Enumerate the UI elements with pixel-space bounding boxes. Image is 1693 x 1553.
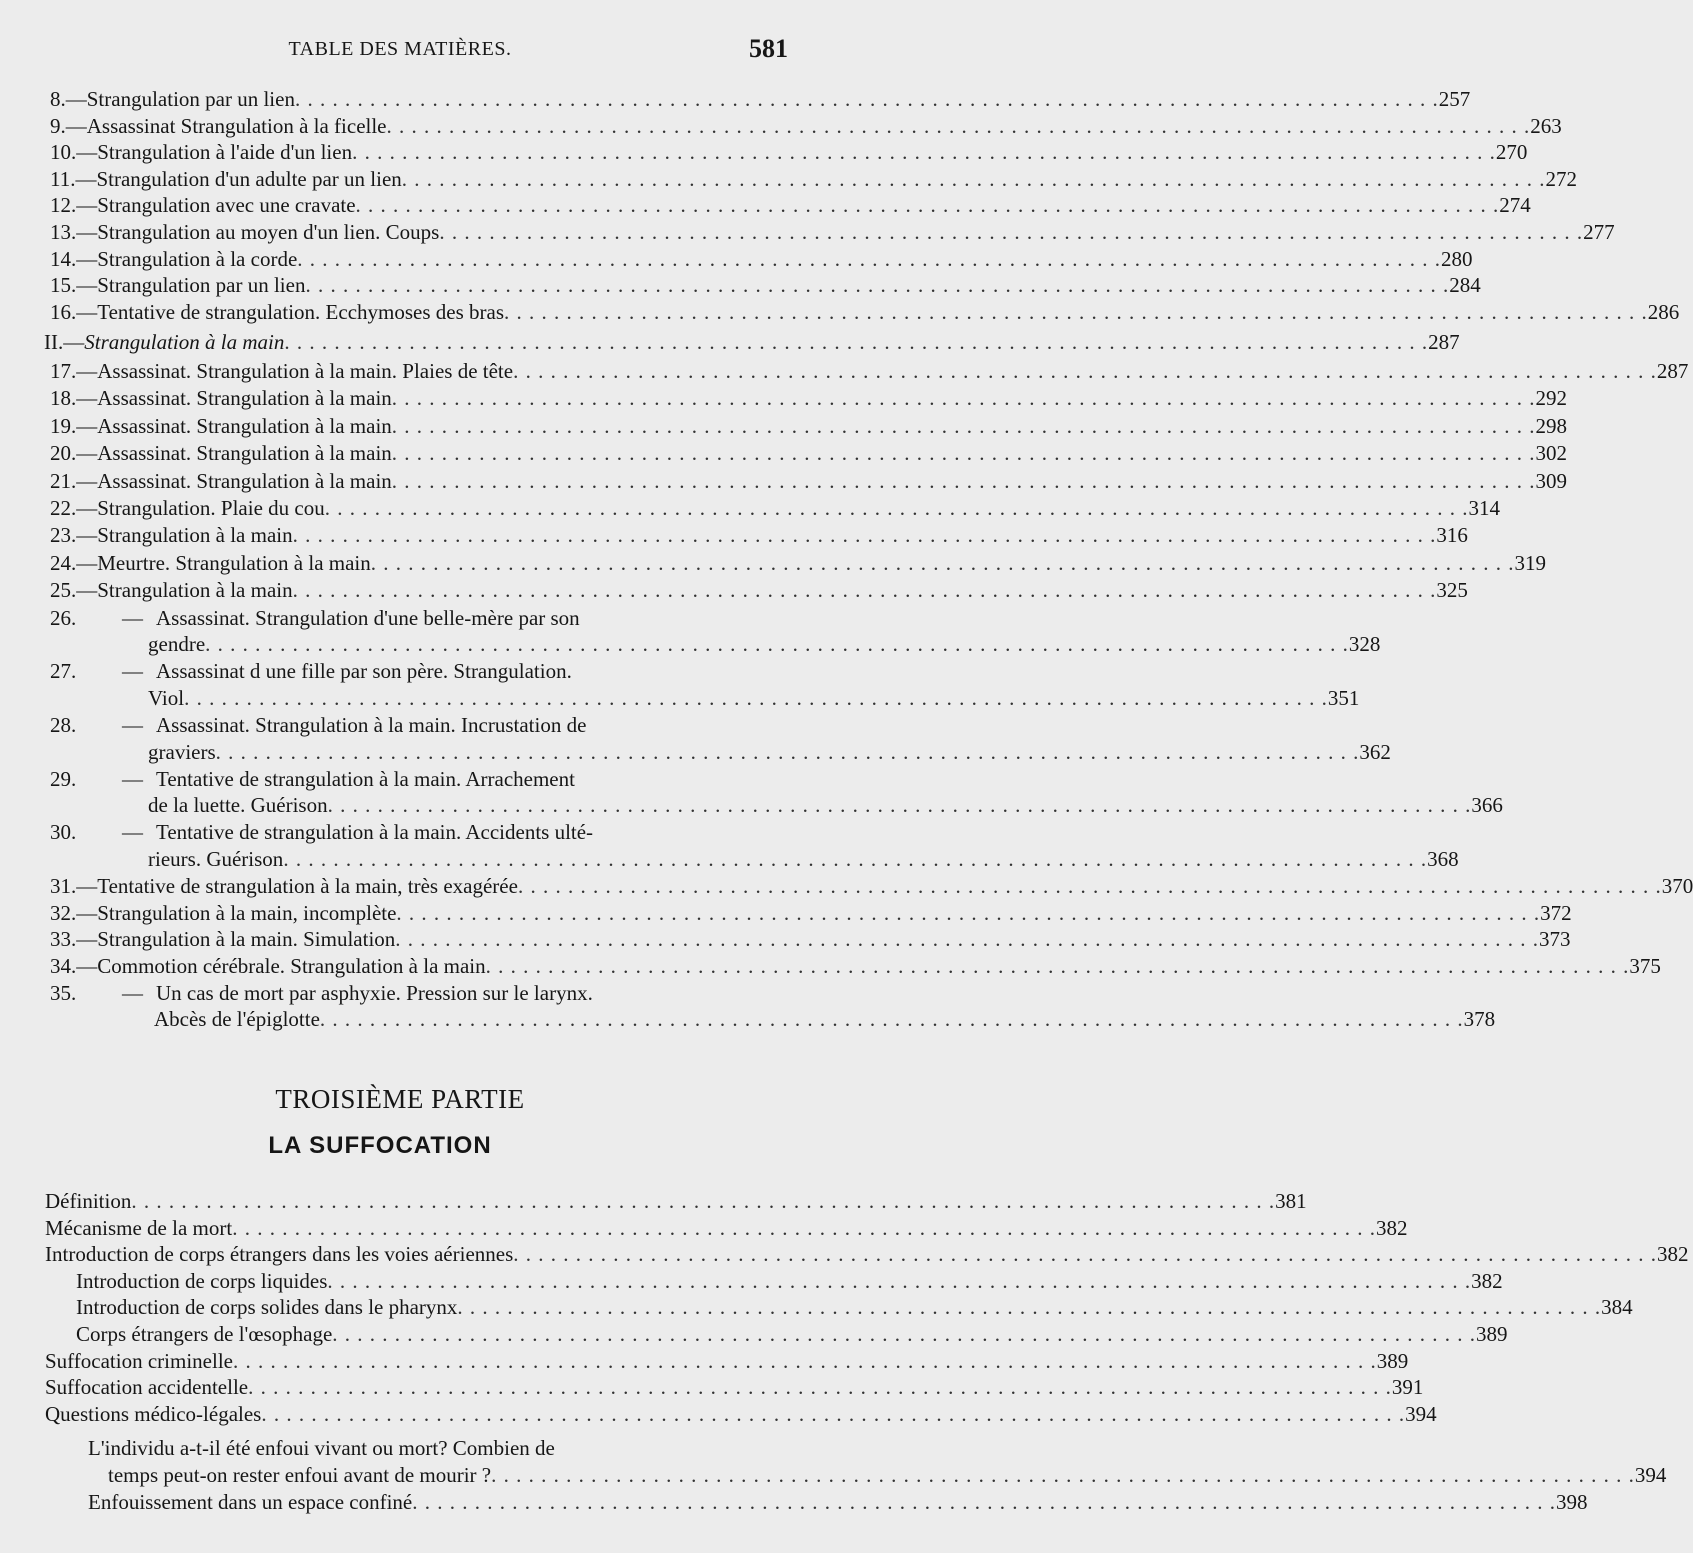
- toc-entry: [50, 358, 1689, 384]
- dot-leader: [293, 577, 1437, 603]
- dot-leader: [457, 1294, 1601, 1320]
- entry-page: 394: [1405, 1401, 1437, 1426]
- entry-number: 26.: [50, 605, 77, 630]
- entry-number: 18.: [50, 386, 77, 411]
- entry-title: Tentative de strangulation à la main, très exagérée: [97, 874, 518, 899]
- entry-title: Introduction de corps solides dans le pharynx: [76, 1295, 458, 1320]
- entry-title: temps peut-on rester enfoui avant de mourir ?: [108, 1463, 492, 1487]
- entry-page: 351: [1327, 685, 1360, 710]
- entry-number: 20.: [50, 441, 77, 466]
- dot-leader: [513, 358, 1657, 384]
- dot-leader: [486, 953, 1630, 979]
- dot-leader: [513, 1241, 1657, 1267]
- entry-number: 19.: [50, 413, 77, 438]
- toc-entry: [88, 1489, 1588, 1515]
- entry-title: Assassinat Strangulation à la ficelle: [86, 113, 387, 138]
- entry-page: 370: [1661, 874, 1693, 899]
- dot-leader: [439, 219, 1583, 245]
- toc-entry: [50, 900, 1572, 926]
- entry-number: 10.: [50, 140, 77, 165]
- entry-title: Strangulation avec une cravate: [97, 193, 356, 218]
- toc-entry: [50, 299, 1680, 325]
- toc-entry: [50, 495, 1500, 521]
- entry-dash: —: [76, 273, 98, 298]
- entry-title: Questions médico-légales: [45, 1401, 262, 1426]
- entry-title: Tentative de strangulation à la main. Arrachement: [156, 766, 575, 791]
- entry-number: 21.: [50, 468, 77, 493]
- entry-page: 302: [1535, 441, 1568, 466]
- dot-leader: [412, 1489, 1556, 1515]
- entry-dash: —: [75, 166, 97, 191]
- toc-entry: [154, 1006, 1496, 1032]
- entry-dash: —: [76, 386, 98, 411]
- entry-dash: —: [122, 766, 143, 791]
- entry-page: 382: [1657, 1242, 1689, 1267]
- toc-entry: [50, 468, 1568, 494]
- dot-leader: [395, 926, 1539, 952]
- dot-leader: [205, 631, 1349, 657]
- toc-entry: [50, 139, 1528, 165]
- entry-title: Un cas de mort par asphyxie. Pression sur le larynx.: [156, 980, 593, 1005]
- toc-entry: [148, 792, 1503, 818]
- entry-number: 11.: [50, 166, 76, 191]
- entry-page: 373: [1539, 927, 1571, 952]
- entry-page: 263: [1530, 113, 1562, 138]
- entry-page: 394: [1634, 1463, 1667, 1487]
- dot-leader: [284, 329, 1428, 355]
- dot-leader: [504, 299, 1648, 325]
- entry-number: 28.: [50, 713, 77, 737]
- dot-leader: [392, 385, 1536, 411]
- dot-leader: [327, 1268, 1471, 1294]
- entry-dash: —: [122, 659, 143, 684]
- toc-entry: [50, 272, 1481, 298]
- entry-title: Corps étrangers de l'œsophage: [76, 1322, 333, 1346]
- entry-number: 14.: [50, 246, 77, 271]
- toc-entry: [50, 246, 1473, 272]
- entry-number: 12.: [50, 193, 77, 218]
- dot-leader: [352, 139, 1496, 165]
- entry-title: Assassinat. Strangulation à la main: [97, 413, 392, 438]
- entry-title: Commotion cérébrale. Strangulation à la main: [97, 953, 486, 978]
- toc-entry: [50, 440, 1568, 466]
- entry-number: 25.: [50, 578, 77, 603]
- entry-page: 309: [1535, 468, 1568, 493]
- part-subtitle: LA SUFFOCATION: [268, 1132, 492, 1159]
- dot-leader: [371, 550, 1515, 576]
- entry-title: Suffocation criminelle: [45, 1348, 233, 1373]
- entry-number: 34.: [50, 953, 77, 978]
- entry-dash: —: [122, 980, 143, 1005]
- entry-page: 277: [1583, 220, 1615, 244]
- dot-leader: [293, 522, 1437, 548]
- dot-leader: [491, 1462, 1635, 1488]
- dot-leader: [131, 1188, 1275, 1214]
- dot-leader: [387, 113, 1531, 139]
- toc-entry: [50, 926, 1571, 952]
- entry-number: 27.: [50, 659, 77, 684]
- entry-page: 398: [1555, 1489, 1588, 1514]
- entry-dash: —: [76, 220, 98, 244]
- entry-page: 378: [1463, 1007, 1496, 1032]
- entry-page: 328: [1348, 632, 1381, 657]
- entry-title: Strangulation à la main: [97, 578, 293, 603]
- toc-entry: [76, 1268, 1503, 1294]
- toc-entry: [50, 712, 755, 738]
- dot-leader: [356, 192, 1500, 218]
- entry-title: gendre: [148, 632, 206, 657]
- entry-title: Strangulation d'un adulte par un lien: [96, 166, 402, 191]
- entry-title: Mécanisme de la mort: [45, 1215, 233, 1240]
- toc-entry: [88, 1435, 755, 1461]
- entry-page: 384: [1601, 1295, 1633, 1320]
- toc-entry: [50, 605, 755, 631]
- entry-page: 287: [1656, 359, 1689, 383]
- entry-dash: —: [63, 330, 85, 355]
- entry-page: 375: [1629, 953, 1661, 978]
- entry-title: Assassinat. Strangulation à la main. Plaies de tête: [97, 359, 514, 383]
- toc-entry: [50, 953, 1661, 979]
- dot-leader: [297, 246, 1441, 272]
- entry-number: 23.: [50, 523, 77, 548]
- toc-entry: [50, 550, 1547, 576]
- toc-entry: [50, 577, 1468, 603]
- entry-number: 29.: [50, 766, 77, 791]
- entry-number: II.: [44, 330, 64, 355]
- entry-title: Assassinat. Strangulation à la main: [97, 441, 392, 466]
- toc-entry: [44, 329, 1460, 355]
- entry-page: 316: [1436, 523, 1468, 548]
- toc-entry: [50, 766, 755, 792]
- entry-title: Assassinat. Strangulation d'une belle-mère par son: [156, 605, 580, 630]
- entry-number: 33.: [50, 927, 77, 952]
- entry-dash: —: [76, 359, 98, 383]
- entry-title: Assassinat d une fille par son père. Strangulation.: [156, 659, 572, 684]
- entry-title: Assassinat. Strangulation à la main: [97, 468, 392, 493]
- entry-page: 382: [1471, 1268, 1503, 1293]
- entry-title: Strangulation. Plaie du cou: [97, 496, 325, 520]
- entry-title: Strangulation à la main. Simulation: [97, 927, 396, 952]
- entry-title: Suffocation accidentelle: [45, 1375, 249, 1400]
- entry-number: 24.: [50, 550, 77, 575]
- entry-number: 13.: [50, 220, 77, 244]
- toc-entry: [50, 86, 1471, 112]
- toc-entry: [45, 1215, 1408, 1241]
- entry-title: Strangulation à la main: [84, 330, 285, 355]
- page-number: 581: [749, 34, 788, 63]
- entry-number: 30.: [50, 820, 77, 845]
- toc-entry: [50, 113, 1562, 139]
- entry-title: Abcès de l'épiglotte: [154, 1007, 320, 1032]
- toc-entry: [148, 739, 1391, 765]
- dot-leader: [332, 1321, 1476, 1347]
- entry-page: 298: [1535, 413, 1568, 438]
- entry-title: Introduction de corps liquides: [76, 1268, 328, 1293]
- dot-leader: [184, 685, 1328, 711]
- toc-entry: [148, 631, 1381, 657]
- dot-leader: [396, 900, 1540, 926]
- dot-leader: [392, 440, 1536, 466]
- toc-entry: [45, 1401, 1437, 1427]
- entry-dash: —: [76, 927, 98, 952]
- dot-leader: [261, 1401, 1405, 1427]
- entry-title: Strangulation à l'aide d'un lien: [97, 140, 353, 165]
- dot-leader: [232, 1215, 1376, 1241]
- toc-entry: [148, 846, 1459, 872]
- toc-entry: [50, 166, 1578, 192]
- running-title: TABLE DES MATIÈRES.: [288, 38, 512, 60]
- entry-title: Strangulation par un lien: [86, 87, 295, 111]
- entry-dash: —: [76, 874, 98, 899]
- entry-title: Définition: [45, 1189, 132, 1213]
- entry-page: 287: [1428, 330, 1460, 355]
- entry-dash: —: [76, 468, 98, 493]
- entry-title: Assassinat. Strangulation à la main: [97, 386, 392, 411]
- toc-entry: [45, 1374, 1424, 1400]
- entry-title: Strangulation par un lien: [97, 273, 306, 298]
- part-title: TROISIÈME PARTIE: [275, 1084, 525, 1114]
- entry-title: Strangulation à la main, incomplète: [97, 900, 397, 925]
- toc-entry: [50, 219, 1615, 245]
- entry-number: 9.: [50, 113, 66, 138]
- dot-leader: [233, 1348, 1377, 1374]
- entry-title: Viol: [148, 685, 185, 710]
- entry-page: 325: [1436, 578, 1468, 603]
- entry-title: graviers: [148, 739, 216, 764]
- entry-number: 35.: [50, 980, 77, 1005]
- entry-number: 15.: [50, 273, 77, 298]
- entry-page: 366: [1471, 793, 1503, 818]
- dot-leader: [325, 495, 1469, 521]
- entry-dash: —: [76, 900, 98, 925]
- entry-page: 372: [1540, 900, 1572, 925]
- toc-entry: [45, 1188, 1307, 1214]
- page-header: [0, 34, 800, 68]
- dot-leader: [392, 413, 1536, 439]
- toc-entry: [50, 873, 1693, 899]
- dot-leader: [248, 1374, 1392, 1400]
- dot-leader: [216, 739, 1360, 765]
- entry-page: 368: [1427, 847, 1459, 871]
- entry-dash: —: [65, 113, 87, 138]
- entry-dash: —: [122, 820, 143, 845]
- toc-entry: [148, 685, 1360, 711]
- entry-page: 257: [1438, 87, 1471, 111]
- entry-title: Strangulation au moyen d'un lien. Coups: [97, 220, 440, 244]
- toc-entry: [50, 980, 755, 1006]
- entry-title: de la luette. Guérison: [148, 793, 328, 818]
- toc-entry: [108, 1462, 1667, 1488]
- entry-page: 381: [1275, 1189, 1307, 1213]
- entry-number: 31.: [50, 874, 77, 899]
- entry-dash: —: [122, 713, 143, 737]
- dot-leader: [295, 86, 1439, 112]
- entry-title: Strangulation à la corde: [97, 246, 298, 271]
- entry-dash: —: [76, 441, 98, 466]
- entry-dash: —: [65, 87, 87, 111]
- entry-page: 272: [1545, 166, 1578, 191]
- entry-title: Tentative de strangulation à la main. Accidents ulté-: [156, 820, 594, 845]
- entry-page: 286: [1647, 299, 1680, 324]
- entry-dash: —: [122, 605, 143, 630]
- entry-number: 22.: [50, 496, 77, 520]
- dot-leader: [392, 468, 1536, 494]
- dot-leader: [320, 1006, 1464, 1032]
- entry-title: Introduction de corps étrangers dans les voies aériennes: [45, 1242, 514, 1267]
- entry-title: L'individu a-t-il été enfoui vivant ou mort? Combien de: [88, 1436, 555, 1461]
- entry-title: rieurs. Guérison: [148, 847, 284, 871]
- entry-number: 17.: [50, 359, 77, 383]
- toc-entry: [45, 1348, 1409, 1374]
- entry-page: 319: [1514, 550, 1547, 575]
- toc-entry: [50, 413, 1568, 439]
- toc-entry: [50, 385, 1568, 411]
- entry-number: 16.: [50, 299, 77, 324]
- dot-leader: [328, 792, 1472, 818]
- entry-page: 389: [1476, 1322, 1508, 1346]
- entry-dash: —: [76, 953, 98, 978]
- toc-entry: [76, 1321, 1508, 1347]
- entry-page: 274: [1499, 193, 1531, 218]
- toc-entry: [50, 522, 1468, 548]
- entry-page: 292: [1535, 386, 1568, 411]
- entry-title: Strangulation à la main: [97, 523, 293, 548]
- entry-dash: —: [76, 246, 98, 271]
- entry-dash: —: [76, 299, 98, 324]
- entry-number: 32.: [50, 900, 77, 925]
- entry-dash: —: [76, 523, 98, 548]
- entry-page: 362: [1359, 739, 1391, 764]
- dot-leader: [518, 873, 1662, 899]
- toc-entry: [45, 1241, 1689, 1267]
- toc-entry: [50, 192, 1531, 218]
- entry-dash: —: [76, 578, 98, 603]
- entry-page: 391: [1391, 1375, 1424, 1400]
- toc-entry: [76, 1294, 1633, 1320]
- entry-dash: —: [76, 193, 98, 218]
- entry-page: 382: [1375, 1215, 1408, 1240]
- entry-title: Assassinat. Strangulation à la main. Incrustation de: [156, 713, 587, 737]
- entry-page: 280: [1441, 246, 1473, 271]
- entry-dash: —: [76, 496, 98, 520]
- toc-entry: [50, 658, 755, 684]
- entry-number: 8.: [50, 87, 66, 111]
- entry-page: 314: [1468, 496, 1500, 520]
- entry-title: Enfouissement dans un espace confiné: [88, 1489, 413, 1514]
- dot-leader: [283, 846, 1427, 872]
- entry-title: Meurtre. Strangulation à la main: [97, 550, 371, 575]
- toc-entry: [50, 819, 755, 845]
- dot-leader: [402, 166, 1546, 192]
- entry-page: 284: [1449, 273, 1481, 298]
- entry-page: 389: [1376, 1348, 1409, 1373]
- entry-dash: —: [76, 550, 98, 575]
- entry-dash: —: [76, 413, 98, 438]
- entry-dash: —: [76, 140, 98, 165]
- dot-leader: [305, 272, 1449, 298]
- entry-page: 270: [1495, 140, 1528, 165]
- entry-title: Tentative de strangulation. Ecchymoses des bras: [97, 299, 504, 324]
